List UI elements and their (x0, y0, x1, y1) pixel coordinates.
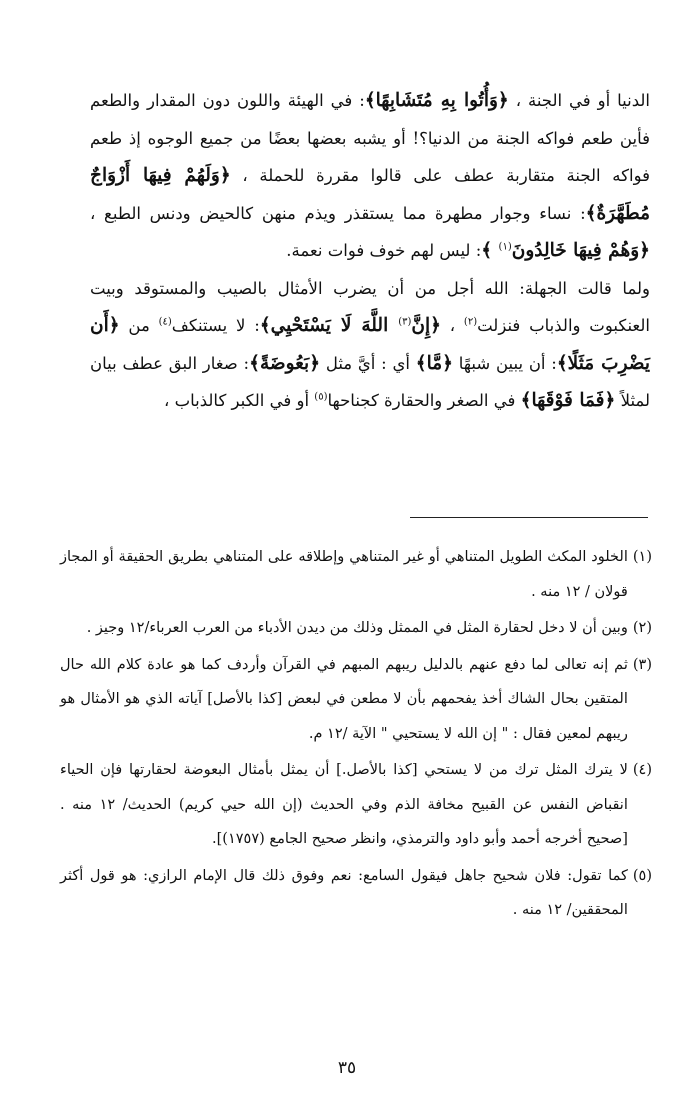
text-segment: : لا يستنكف (171, 316, 260, 335)
paragraph-1 (90, 82, 650, 270)
text-segment: في الصغر والحقارة كجناحها (327, 391, 521, 410)
text-segment: : أن يبين شبهًا (452, 353, 557, 373)
footnote-number: (٤) (632, 762, 652, 778)
footnote-number: (٢) (632, 620, 652, 636)
footnote-3 (60, 648, 652, 752)
footnote-ref-3[interactable]: (٣) (398, 316, 412, 328)
paragraph-2 (90, 270, 650, 420)
quran-verse: ﴿وَأُتُوا بِهِ مُتَشَابِهًا﴾ (364, 90, 509, 111)
footnote-text: وبين أن لا دخل لحقارة المثل في الممثل وذلك من ديدن الأدباء من العرب العرباء/١٢ وجيز . (86, 620, 628, 636)
footnote-text: لا يترك المثل ترك من لا يستحي [كذا بالأصل.] أن يمثل بأمثال البعوضة لحقارتها فإن الحياء انقباض النفس عن القبيح مخافة الذم وفي الحديث (إن الله حيي كريم) الحديث/ ١٢ منه . [صحيح أخرجه أحمد وأبو داود والترمذي، وانظر صحيح الجامع (١٧٥٧)]. (60, 762, 628, 847)
quran-verse-end: ﴾ (481, 240, 499, 261)
text-segment: : صغار البق عطف بيان لمثلاً (90, 353, 650, 410)
quran-verse: ﴿بَعُوضَةً﴾ (249, 352, 321, 374)
footnote-number: (٥) (632, 867, 652, 884)
text-segment: : في الهيئة واللون دون المقدار والطعم فأين طعم فواكه الجنة من الدنيا؟! أو يشبه بعضها بعضًا من جميع الوجوه إذ طعم فواكه الجنة متقاربة عطف على قالوا مقررة للحملة ، (90, 91, 650, 185)
text-segment: الدنيا أو في الجنة ، (508, 91, 650, 110)
quran-verse: اللَّهَ لَا يَسْتَحْيِي﴾ (259, 315, 399, 336)
footnote-ref-4[interactable]: (٤) (158, 316, 172, 328)
footnote-number: (٣) (632, 656, 652, 673)
footnotes (60, 540, 652, 930)
text-segment: أي : أيَّ مثل (320, 353, 416, 373)
text-segment: : نساء وجوار مطهرة مما يستقذر ويذم منهن كالحيض ودنس الطبع ، (90, 203, 586, 223)
quran-verse: ﴿أَن يَضْرِبَ مَثَلًا﴾ (90, 315, 650, 374)
text-segment: ، (440, 316, 464, 335)
text-segment: من (119, 316, 159, 335)
footnote-number: (١) (632, 549, 652, 565)
footnote-ref-5[interactable]: (٥) (314, 391, 328, 403)
footnote-4 (60, 753, 652, 857)
footnote-ref-1[interactable]: (١) (498, 241, 512, 253)
page-number: ٣٥ (337, 1058, 357, 1078)
quran-verse: ﴿مَّا﴾ (415, 352, 453, 374)
footnote-1 (60, 540, 652, 609)
text-segment: أو في الكبر كالذباب ، (164, 391, 315, 410)
quran-verse: ﴿فَمَا فَوْقَهَا﴾ (520, 390, 616, 411)
main-text (90, 82, 650, 420)
footnote-text: الخلود المكث الطويل المتناهي أو غير المتناهي وإطلاقه على المتناهي بطريق الحقيقة أو المجاز قولان / ١٢ منه . (60, 549, 628, 600)
text-segment: : ليس لهم خوف فوات نعمة. (286, 241, 482, 260)
quran-verse: ﴿وَلَهُمْ فِيهَا أَزْوَاجٌ مُطَهَّرَةٌ﴾ (90, 165, 650, 224)
footnote-divider (410, 517, 648, 518)
footnote-text: ثم إنه تعالى لما دفع عنهم بالدليل ريبهم المبهم في القرآن وأردف كما هو عادة كلام الله حال المتقين بحال الشاك أخذ يفحمهم بأن لا مطعن في لبعض [كذا بالأصل] آياته الذي هو الأمثال هو ريبهم لمعين فقال : " إن الله لا يستحيي " الآية /١٢ م. (60, 656, 628, 742)
footnote-5 (60, 859, 652, 928)
quran-verse: ﴿إِنَّ (411, 315, 441, 336)
footnote-2 (60, 611, 652, 646)
footnote-text: كما تقول: فلان شحيح جاهل فيقول السامع: نعم وفوق ذلك قال الإمام الرازي: هو قول أكثر المحققين/ ١٢ منه . (60, 867, 628, 918)
quran-verse: ﴿وَهُمْ فِيهَا خَالِدُونَ (511, 240, 650, 261)
text-segment: ولما قالت الجهلة: الله أجل من أن يضرب الأمثال بالصيب والمستوقد وبيت العنكبوت والذباب فنزلت (90, 278, 651, 335)
footnote-ref-2[interactable]: (٢) (463, 316, 478, 328)
